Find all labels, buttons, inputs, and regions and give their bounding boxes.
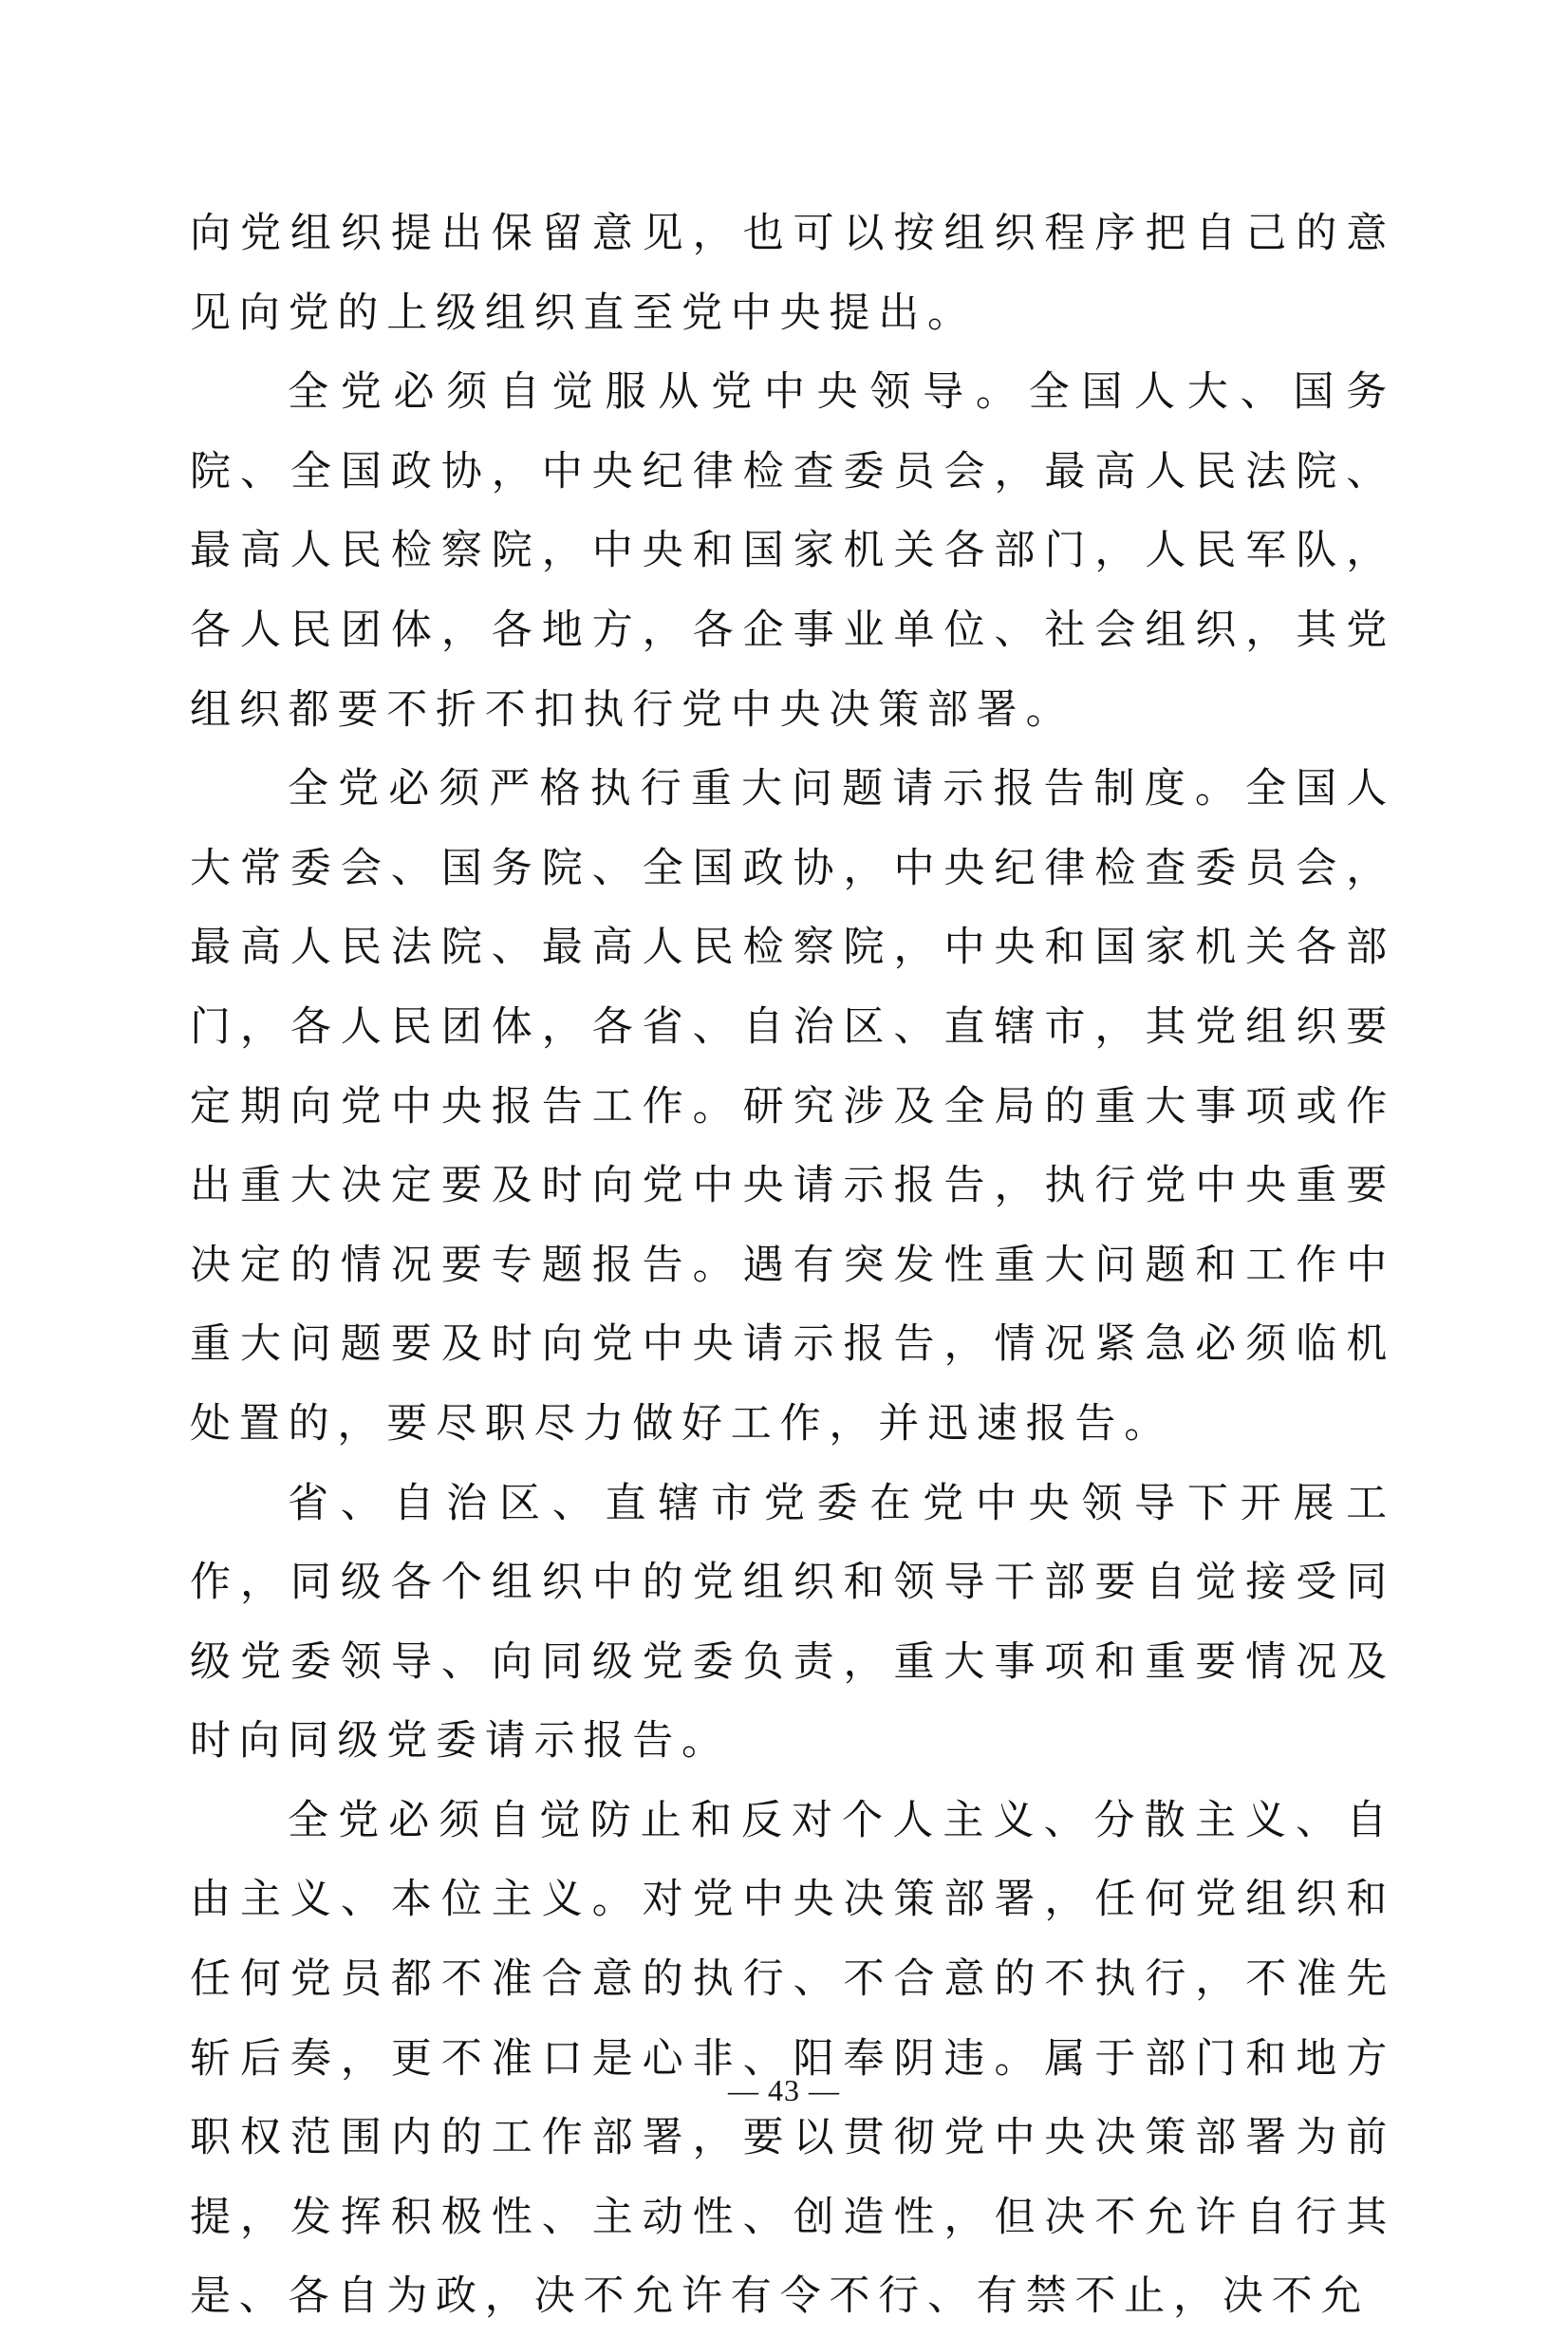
paragraph-oppose-individualism: 全党必须自觉防止和反对个人主义、分散主义、自由主义、本位主义。对党中央决策部署，任何党组织和任何党员都不准合意的执行、不合意的不执行，不准先斩后奏，更不准口是心非、阳奉阴违。属于部门和地方职权范围内的工作部署，要以贯彻党中央决策部署为前提，发挥积极性、主动性、创造性，但决不允许自行其是、各自为政，决不允许有令不行、有禁不止，决不允 [190, 1796, 1395, 2321]
body-text [190, 195, 1395, 2337]
paragraph-reporting-system: 全党必须严格执行重大问题请示报告制度。全国人大常委会、国务院、全国政协，中央纪律检查委员会，最高人民法院、最高人民检察院，中央和国家机关各部门，各人民团体，各省、自治区、直辖市，其党组织要定期向党中央报告工作。研究涉及全局的重大事项或作出重大决定要及时向党中央请示报告，执行党中央重要决定的情况要专题报告。遇有突发性重大问题和工作中重大问题要及时向党中央请示报告，情况紧急必须临机处置的，要尽职尽力做好工作，并迅速报告。 [190, 765, 1395, 1448]
page-number: — 43 — [728, 2073, 840, 2107]
paragraph-continuation: 向党组织提出保留意见，也可以按组织程序把自己的意见向党的上级组织直至党中央提出。 [190, 210, 1395, 337]
paragraph-provincial-committees: 省、自治区、直辖市党委在党中央领导下开展工作，同级各个组织中的党组织和领导干部要自觉接受同级党委领导、向同级党委负责，重大事项和重要情况及时向同级党委请示报告。 [190, 1479, 1395, 1766]
paragraph-obey-central-leadership: 全党必须自觉服从党中央领导。全国人大、国务院、全国政协，中央纪律检查委员会，最高人民法院、最高人民检察院，中央和国家机关各部门，人民军队，各人民团体，各地方，各企事业单位、社会组织，其党组织都要不折不扣执行党中央决策部署。 [190, 368, 1395, 734]
